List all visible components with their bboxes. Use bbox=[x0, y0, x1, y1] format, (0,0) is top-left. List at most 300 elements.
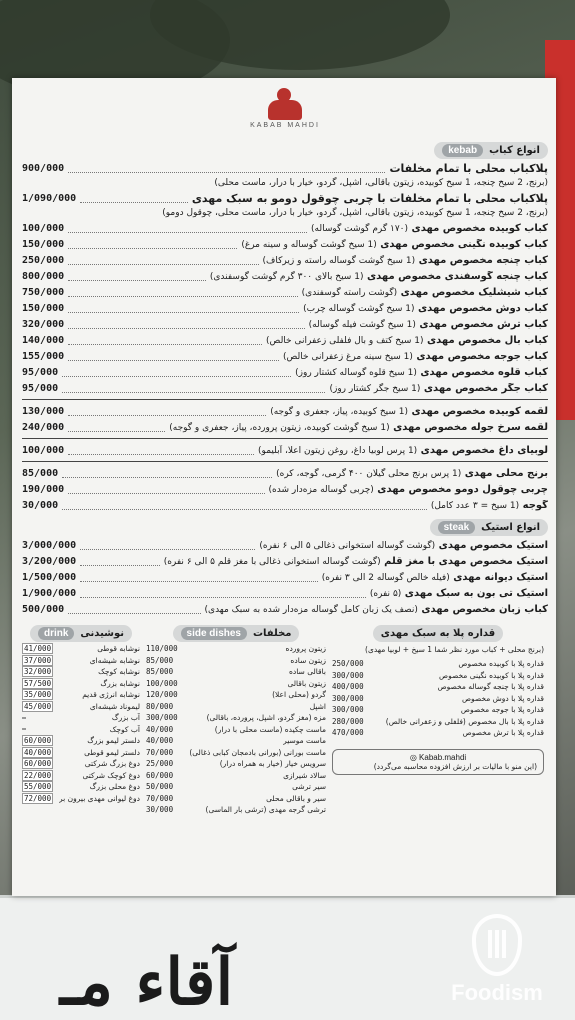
small-item-price: 110/000 bbox=[146, 644, 178, 654]
menu-item-row bbox=[22, 481, 548, 497]
small-item-price bbox=[22, 728, 26, 730]
small-item-name: دوغ محلی بزرگ bbox=[89, 782, 140, 792]
item-name bbox=[269, 484, 548, 495]
item-title: کباب شیشلیک مخصوص مهدی bbox=[400, 286, 548, 298]
item-price: 320/000 bbox=[22, 318, 65, 330]
item-price: 150/000 bbox=[22, 238, 65, 250]
restaurant-logo bbox=[240, 88, 330, 138]
item-name bbox=[259, 540, 548, 551]
drinks-header bbox=[22, 625, 140, 641]
small-item-name: نوشابه شیشه‌ای bbox=[89, 655, 140, 665]
small-menu-row bbox=[146, 758, 326, 770]
small-item-name: باقالی ساده bbox=[288, 667, 326, 677]
item-name bbox=[311, 223, 548, 234]
small-item-price: 300/000 bbox=[332, 693, 364, 703]
small-item-name: زیتون پرورده bbox=[285, 644, 326, 654]
rice-column bbox=[332, 625, 544, 815]
item-description: (برنج، 2 سیخ چنجه، 1 سیخ کوبیده، زیتون باقالی، اشپل، گردو، خیار با درار، ماست محلی) bbox=[214, 178, 548, 188]
small-menu-row bbox=[146, 781, 326, 793]
item-price: 900/000 bbox=[22, 162, 65, 174]
item-description: (1 سیخ گوشت گوساله راسته و زیرکاف) bbox=[262, 255, 416, 266]
small-menu-row bbox=[22, 758, 140, 770]
item-title: کباب چنجه گوسفندی مخصوص مهدی bbox=[366, 270, 548, 282]
item-title: کباب زبان مخصوص مهدی bbox=[421, 603, 548, 615]
menu-item-row bbox=[22, 497, 548, 513]
menu-item-row bbox=[22, 553, 548, 569]
small-menu-row bbox=[332, 681, 544, 693]
menu-item-row bbox=[22, 284, 548, 300]
featured-items bbox=[22, 160, 548, 220]
small-item-price: 32/000 bbox=[24, 667, 52, 677]
small-item-name: گردو (محلی اعلا) bbox=[272, 690, 326, 700]
small-item-name: نوشابه انرژی قدیم bbox=[82, 690, 140, 700]
drinks-list bbox=[22, 643, 140, 804]
instagram-icon: ◎ bbox=[409, 752, 417, 762]
small-menu-row bbox=[146, 712, 326, 724]
small-menu-row bbox=[146, 793, 326, 805]
small-item-name: سرویس خیار (خیار به همراه درار) bbox=[219, 759, 326, 769]
item-price: 85/000 bbox=[22, 467, 59, 479]
small-item-name: نوشابه قوطی bbox=[97, 644, 140, 654]
item-name bbox=[241, 239, 548, 250]
item-name bbox=[295, 367, 548, 378]
menu-item-row bbox=[22, 252, 548, 268]
rice-header bbox=[332, 625, 544, 641]
small-item-name: دوغ کوچک شرکتی bbox=[82, 770, 140, 780]
item-price: 100/000 bbox=[22, 444, 65, 456]
item-price: 500/000 bbox=[22, 603, 65, 615]
small-item-name: دوغ بزرگ شرکتی bbox=[84, 759, 140, 769]
item-price: 3/000/000 bbox=[22, 539, 77, 551]
menu-item-row bbox=[22, 190, 548, 206]
item-title: پلاکباب محلی با تمام مخلفات bbox=[389, 161, 548, 175]
small-item-price: 70/000 bbox=[146, 793, 174, 803]
item-name bbox=[329, 383, 548, 394]
divider bbox=[22, 399, 548, 400]
item-description: (نصف یک زبان کامل گوساله مزه‌دار شده به سبک مهدی) bbox=[204, 604, 418, 615]
small-menu-row bbox=[146, 747, 326, 759]
item-title: کباب دوش مخصوص مهدی bbox=[418, 302, 548, 314]
small-item-price: 50/000 bbox=[146, 782, 174, 792]
small-item-name: دلستر لیمو قوطی bbox=[84, 747, 140, 757]
small-menu-row bbox=[22, 712, 140, 724]
rice-note: (برنج محلی + کباب مورد نظر شما 1 سیخ + لوبیا مهدی) bbox=[365, 645, 544, 654]
small-item-price: 300/000 bbox=[332, 705, 364, 715]
item-price: 95/000 bbox=[22, 366, 59, 378]
small-item-price: 85/000 bbox=[146, 667, 174, 677]
item-name bbox=[303, 303, 548, 314]
item-description: (1 سیخ گوشت گوساله چرب) bbox=[303, 303, 415, 314]
item-price: 1/500/000 bbox=[22, 571, 77, 583]
small-item-name: مزه (مغز گردو، اشپل، پرورده، باقالی) bbox=[206, 713, 326, 723]
item-price: 30/000 bbox=[22, 499, 59, 511]
steak-title-en: steak bbox=[438, 521, 476, 534]
small-item-price: 70/000 bbox=[146, 747, 174, 757]
dot-leader bbox=[62, 392, 325, 393]
item-description: (گوشت راسته گوسفندی) bbox=[301, 287, 398, 298]
steak-pill bbox=[430, 519, 548, 536]
small-menu-row bbox=[22, 689, 140, 701]
small-menu-row bbox=[22, 735, 140, 747]
menu-item-row bbox=[22, 537, 548, 553]
item-description: (1 سیخ قلوه گوساله کشتار روز) bbox=[295, 367, 417, 378]
small-menu-row bbox=[146, 666, 326, 678]
item-description: (1 سیخ کتف و بال فلفلی زعفرانی خالص) bbox=[266, 335, 424, 346]
kebab-title-fa: انواع کباب bbox=[489, 145, 540, 156]
menu-item-row bbox=[22, 236, 548, 252]
menu-item-row bbox=[22, 380, 548, 396]
small-item-name: ماست چکیده (ماست محلی با درار) bbox=[214, 724, 326, 734]
small-menu-row bbox=[332, 693, 544, 705]
item-name bbox=[283, 351, 548, 362]
item-price: 750/000 bbox=[22, 286, 65, 298]
small-item-price: 30/000 bbox=[146, 805, 174, 815]
small-item-price: 40/000 bbox=[24, 747, 52, 757]
item-title: استیک مخصوص مهدی bbox=[438, 539, 548, 551]
item-price: 800/000 bbox=[22, 270, 65, 282]
small-menu-row bbox=[22, 655, 140, 667]
small-menu-row bbox=[146, 643, 326, 655]
item-name bbox=[266, 335, 548, 346]
menu-item-row bbox=[22, 316, 548, 332]
small-item-name: دوغ لیوانی مهدی بیرون بر bbox=[59, 793, 140, 803]
rice-title: قداره پلا به سبک مهدی bbox=[380, 628, 496, 639]
dot-leader bbox=[68, 264, 258, 265]
drinks-column bbox=[22, 625, 140, 815]
small-item-name: قداره پلا با کوبیده نگینی مخصوص bbox=[439, 670, 544, 680]
item-description: (گوشت گوساله استخوانی ذغالی ۵ الی ۶ نفره) bbox=[259, 540, 436, 551]
item-description: (1 سیخ گوشت فیله گوساله) bbox=[308, 319, 416, 330]
dot-leader bbox=[68, 248, 237, 249]
dot-leader bbox=[80, 597, 366, 598]
divider bbox=[22, 438, 548, 439]
item-name bbox=[258, 445, 548, 456]
item-title: چربی چوقول دومو مخصوص مهدی bbox=[377, 483, 548, 495]
item-name bbox=[276, 468, 548, 479]
item-name bbox=[205, 604, 548, 615]
menu-item-row bbox=[22, 569, 548, 585]
drinks-title-en: drink bbox=[38, 627, 74, 640]
menu-item-row bbox=[22, 465, 548, 481]
small-menu-row bbox=[332, 658, 544, 670]
item-name bbox=[270, 406, 548, 417]
item-title: کباب چنجه مخصوص مهدی bbox=[418, 254, 548, 266]
small-menu-row bbox=[22, 643, 140, 655]
small-item-price: 37/000 bbox=[24, 655, 52, 665]
small-item-name: زیتون ساده bbox=[290, 655, 326, 665]
small-item-price: 40/000 bbox=[146, 736, 174, 746]
item-description: (1 پرس لوبیا داغ، روغن زیتون اعلا، آبلیمو) bbox=[258, 445, 418, 456]
foodism-watermark bbox=[447, 914, 547, 1006]
small-menu-row bbox=[146, 735, 326, 747]
item-description: (1 سیخ بالای ۳۰۰ گرم گوشت گوسفندی) bbox=[209, 271, 364, 282]
dot-leader bbox=[68, 493, 264, 494]
small-menu-row bbox=[22, 666, 140, 678]
item-title: کباب کوبیده مخصوص مهدی bbox=[411, 222, 548, 234]
item-title: کباب کوبیده نگینی مخصوص مهدی bbox=[380, 238, 548, 250]
item-title: کباب جوجه مخصوص مهدی bbox=[416, 350, 548, 362]
small-item-name: نوشابه کوچک bbox=[98, 667, 140, 677]
item-description: (گوشت گوساله استخوانی ذغالی با مغز قلم ۵ الی ۶ نفره) bbox=[163, 556, 381, 567]
small-menu-row bbox=[22, 793, 140, 805]
dot-leader bbox=[68, 613, 200, 614]
item-title: استیک تی بون به سبک مهدی bbox=[404, 587, 548, 599]
small-menu-row bbox=[22, 770, 140, 782]
small-item-price: 25/000 bbox=[146, 759, 174, 769]
storefront-sign-lettering: آقاء مـ bbox=[60, 945, 234, 1020]
small-item-name: سیر ترشی bbox=[292, 782, 326, 792]
small-item-name: اشپل bbox=[309, 701, 326, 711]
steak-items bbox=[22, 537, 548, 617]
small-item-price: 470/000 bbox=[332, 728, 364, 738]
item-name bbox=[322, 572, 548, 583]
small-item-price: 40/000 bbox=[146, 724, 174, 734]
dot-leader bbox=[68, 431, 165, 432]
item-name bbox=[389, 162, 548, 175]
kebab-title-en: kebab bbox=[442, 144, 483, 157]
item-price: 190/000 bbox=[22, 483, 65, 495]
fork-logo-icon bbox=[472, 914, 522, 976]
menu-item-row bbox=[22, 268, 548, 284]
item-title: لقمه کوبیده مخصوص مهدی bbox=[411, 405, 548, 417]
item-price: 140/000 bbox=[22, 334, 65, 346]
instagram-handle bbox=[339, 753, 537, 762]
small-item-price: 57/500 bbox=[24, 678, 52, 688]
dot-leader bbox=[80, 581, 318, 582]
dot-leader bbox=[68, 296, 298, 297]
small-item-price: 80/000 bbox=[146, 701, 174, 711]
sides-pill bbox=[173, 625, 300, 642]
small-menu-row bbox=[146, 724, 326, 736]
small-item-name: ترشی گرجه مهدی (ترشی بار الماسی) bbox=[205, 805, 326, 815]
dot-leader bbox=[62, 477, 272, 478]
small-menu-row bbox=[22, 781, 140, 793]
small-item-name: ماست موسیر bbox=[283, 736, 326, 746]
item-description: (چربی گوساله مزه‌دار شده) bbox=[268, 484, 374, 495]
item-description: (1 سیخ سینه مرغ زعفرانی خالص) bbox=[283, 351, 413, 362]
small-item-price: 60/000 bbox=[24, 736, 52, 746]
small-item-price: 280/000 bbox=[332, 716, 364, 726]
kebab-items bbox=[22, 220, 548, 396]
logo-text: KABAB MAHDI bbox=[250, 122, 320, 129]
small-item-price: 72/000 bbox=[24, 793, 52, 803]
item-name bbox=[169, 422, 548, 433]
small-menu-row bbox=[22, 724, 140, 736]
instagram-box bbox=[332, 749, 544, 775]
small-item-price: 250/000 bbox=[332, 659, 364, 669]
item-description: (1 سیخ = ۳ عدد کامل) bbox=[430, 500, 520, 511]
small-menu-row bbox=[146, 689, 326, 701]
menu-item-row bbox=[22, 300, 548, 316]
small-item-price: 120/000 bbox=[146, 690, 178, 700]
extra-items bbox=[22, 465, 548, 513]
menu-item-row bbox=[22, 160, 548, 176]
menu-item-row bbox=[22, 220, 548, 236]
item-title: لقمه سرخ جوله مخصوص مهدی bbox=[393, 421, 548, 433]
small-item-price: 300/000 bbox=[332, 670, 364, 680]
item-title: کباب قلوه مخصوص مهدی bbox=[420, 366, 548, 378]
item-name bbox=[370, 588, 548, 599]
small-menu-row bbox=[22, 747, 140, 759]
item-price: 95/000 bbox=[22, 382, 59, 394]
item-title: کباب بال مخصوص مهدی bbox=[426, 334, 548, 346]
small-item-price: 22/000 bbox=[24, 770, 52, 780]
item-name bbox=[302, 287, 548, 298]
small-item-price: 60/000 bbox=[146, 770, 174, 780]
small-item-name: آب بزرگ bbox=[111, 713, 140, 723]
menu-item-row bbox=[22, 585, 548, 601]
small-item-price: 300/000 bbox=[146, 713, 178, 723]
small-menu-row bbox=[146, 678, 326, 690]
dot-leader bbox=[68, 312, 299, 313]
item-price: 155/000 bbox=[22, 350, 65, 362]
small-menu-row bbox=[22, 678, 140, 690]
small-item-name: قداره پلا با بال مخصوص (فلفلی و زعفرانی خالص) bbox=[385, 716, 544, 726]
item-price: 250/000 bbox=[22, 254, 65, 266]
dot-leader bbox=[80, 549, 255, 550]
sides-title-en: side dishes bbox=[181, 627, 247, 640]
dot-leader bbox=[68, 232, 307, 233]
item-description: (۵ نفره) bbox=[369, 588, 402, 599]
item-title: استیک دیوانه مهدی bbox=[453, 571, 548, 583]
divider bbox=[22, 461, 548, 462]
dot-leader bbox=[62, 376, 291, 377]
small-item-price: 85/000 bbox=[146, 655, 174, 665]
sides-title-fa: مخلفات bbox=[252, 628, 292, 639]
small-item-price: 41/000 bbox=[24, 644, 52, 654]
item-description: (فیله خالص گوساله 2 الی ۳ نفره) bbox=[321, 572, 450, 583]
dot-leader bbox=[68, 415, 266, 416]
small-menu-row bbox=[22, 701, 140, 713]
small-item-name: دلستر لیمو بزرگ bbox=[87, 736, 140, 746]
small-item-name: نوشابه بزرگ bbox=[100, 678, 140, 688]
kebab-section-header bbox=[22, 142, 548, 160]
small-item-price: 100/000 bbox=[146, 678, 178, 688]
item-description: (1 سیخ گوشت کوبیده، زیتون پرورده، پیاز، جعفری و گوجه) bbox=[169, 422, 390, 433]
drinks-title-fa: نوشیدنی bbox=[80, 628, 125, 639]
menu-item-row bbox=[22, 442, 548, 458]
drinks-pill bbox=[30, 625, 132, 642]
small-item-name: سالاد شیرازی bbox=[283, 770, 326, 780]
menu-item-row bbox=[22, 403, 548, 419]
item-price: 1/090/000 bbox=[22, 192, 77, 204]
steak-title-fa: انواع استیک bbox=[481, 522, 540, 533]
small-item-price: 60/000 bbox=[24, 759, 52, 769]
menu-item-row bbox=[22, 332, 548, 348]
small-menu-row bbox=[332, 670, 544, 682]
dot-leader bbox=[80, 202, 188, 203]
item-name bbox=[192, 192, 548, 205]
item-description: (1 پرس برنج محلی گیلان ۴۰۰ گرمی، گوجه، کره) bbox=[276, 468, 462, 479]
item-price: 1/900/000 bbox=[22, 587, 77, 599]
kebab-pill bbox=[434, 142, 548, 159]
sides-list bbox=[146, 643, 326, 816]
bottom-columns bbox=[22, 625, 548, 815]
loghmeh-items bbox=[22, 403, 548, 435]
item-name bbox=[263, 255, 548, 266]
steak-section-header bbox=[22, 519, 548, 537]
dot-leader bbox=[62, 509, 427, 510]
watermark-text: Foodism bbox=[451, 980, 543, 1005]
item-name bbox=[431, 500, 548, 511]
menu-item-row bbox=[22, 419, 548, 435]
dot-leader bbox=[68, 172, 385, 173]
item-title: برنج محلی مهدی bbox=[464, 467, 548, 479]
small-item-price: 55/000 bbox=[24, 782, 52, 792]
item-description: (1 سیخ جگر کشتار روز) bbox=[329, 383, 421, 394]
small-item-name: قداره پلا با چنجه گوساله مخصوص bbox=[437, 682, 544, 692]
item-title: کباب ترش مخصوص مهدی bbox=[419, 318, 548, 330]
item-name bbox=[210, 271, 548, 282]
item-name bbox=[309, 319, 548, 330]
item-price: 100/000 bbox=[22, 222, 65, 234]
small-item-name: لیموناد شیشه‌ای bbox=[89, 701, 140, 711]
sides-header bbox=[146, 625, 326, 641]
rice-pill bbox=[373, 625, 503, 642]
menu-item-row bbox=[22, 348, 548, 364]
dot-leader bbox=[80, 565, 160, 566]
item-name bbox=[164, 556, 548, 567]
tax-note: (این منو با مالیات بر ارزش افزوده محاسبه می‌گردد) bbox=[373, 761, 537, 771]
chef-figure-icon bbox=[268, 88, 302, 120]
item-title: لوبیای داغ مخصوص مهدی bbox=[420, 444, 548, 456]
small-item-name: قداره پلا با ترش مخصوص bbox=[462, 728, 544, 738]
item-price: 240/000 bbox=[22, 421, 65, 433]
item-price: 3/200/000 bbox=[22, 555, 77, 567]
small-item-name: آب کوچک bbox=[109, 724, 140, 734]
menu-sheet bbox=[12, 78, 556, 896]
small-item-price bbox=[22, 717, 26, 719]
small-item-price: 400/000 bbox=[332, 682, 364, 692]
small-item-price: 35/000 bbox=[24, 690, 52, 700]
small-menu-row bbox=[332, 727, 544, 739]
item-price: 130/000 bbox=[22, 405, 65, 417]
small-menu-row bbox=[332, 704, 544, 716]
small-item-name: قداره پلا با جوجه مخصوص bbox=[460, 705, 544, 715]
small-menu-row bbox=[146, 701, 326, 713]
dot-leader bbox=[68, 328, 305, 329]
item-description: (1 سیخ کوبیده، پیاز، جعفری و گوجه) bbox=[270, 406, 409, 417]
lobia-items bbox=[22, 442, 548, 458]
small-item-name: سیر و باقالی محلی bbox=[266, 793, 326, 803]
item-price: 150/000 bbox=[22, 302, 65, 314]
dot-leader bbox=[68, 344, 262, 345]
small-item-name: قداره پلا با کوبیده مخصوص bbox=[458, 659, 544, 669]
small-menu-row bbox=[146, 804, 326, 816]
menu-item-row bbox=[22, 364, 548, 380]
small-menu-row bbox=[332, 716, 544, 728]
small-menu-row bbox=[146, 770, 326, 782]
item-description: (1 سیخ گوشت گوساله و سینه مرغ) bbox=[241, 239, 377, 250]
small-item-price: 45/000 bbox=[24, 701, 52, 711]
item-description: (برنج، 2 سیخ چنجه، 1 سیخ کوبیده، زیتون باقالی، اشپل، گردو، خیار با درار، ماست محلی، چوقول دومو) bbox=[162, 208, 548, 218]
dot-leader bbox=[68, 360, 279, 361]
rice-list bbox=[332, 658, 544, 739]
small-menu-row bbox=[146, 655, 326, 667]
item-title: کباب جگر مخصوص مهدی bbox=[423, 382, 548, 394]
item-title: استیک مخصوص مهدی با مغز قلم bbox=[384, 555, 548, 567]
small-item-name: زیتون باقالی bbox=[287, 678, 326, 688]
small-item-name: قداره پلا با دوش مخصوص bbox=[461, 693, 544, 703]
item-title: گوجه bbox=[522, 499, 548, 511]
dot-leader bbox=[68, 280, 206, 281]
menu-item-row bbox=[22, 601, 548, 617]
dot-leader bbox=[68, 454, 254, 455]
item-title: پلاکباب محلی با تمام مخلفات با چربی چوقول دومو به سبک مهدی bbox=[191, 191, 548, 205]
instagram-handle-text: Kabab.mahdi bbox=[419, 752, 467, 762]
item-description: (۱۷۰ گرم گوشت گوساله) bbox=[311, 223, 409, 234]
small-item-name: ماست بورانی (بورانی بادمجان کبابی ذغالی) bbox=[189, 747, 326, 757]
